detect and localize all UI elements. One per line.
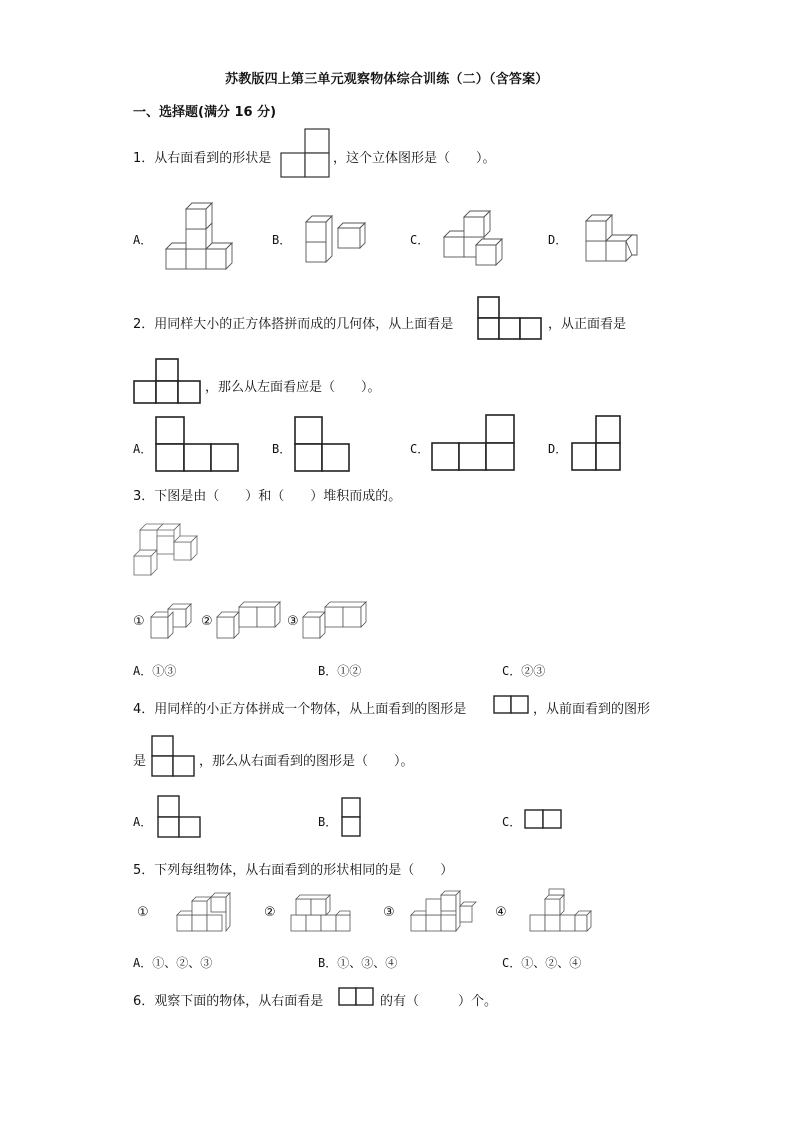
q5-choice-3-marker: ③ [383, 905, 395, 920]
section-title: 一、选择题(满分 16 分) [133, 105, 277, 120]
q5-option-b[interactable]: B．①、③、④ [318, 956, 398, 970]
q3-option-b[interactable]: B．①② [318, 664, 362, 678]
q3-choice-3-figure [302, 601, 368, 641]
q2-stem-post: ，从正面看是 [548, 317, 627, 332]
q2-stem-pre: 2．用同样大小的正方体搭拼而成的几何体，从上面看是 [133, 317, 454, 332]
q6-stem-post: 的有（ ）个。 [380, 994, 498, 1009]
q1-option-d-label[interactable]: D． [548, 233, 568, 247]
q3-choice-2-marker: ② [201, 614, 213, 629]
q4-stem-pre: 4．用同样的小正方体拼成一个物体，从上面看到的图形是 [133, 702, 467, 717]
q5-option-c[interactable]: C．①、②、④ [502, 956, 582, 970]
q4-option-b-label[interactable]: B． [318, 815, 338, 829]
q1-option-b-figure [305, 215, 367, 265]
q3-choice-3-marker: ③ [287, 614, 299, 629]
q3-choice-2-figure [216, 601, 282, 641]
q4-option-b-figure [341, 797, 363, 839]
document-title: 苏教版四上第三单元观察物体综合训练（二）（含答案） [225, 72, 549, 87]
q5-option-a[interactable]: A．①、②、③ [133, 956, 213, 970]
q4-option-c-label[interactable]: C． [502, 815, 522, 829]
q1-right-view-figure [281, 128, 331, 178]
q1-stem-post: ，这个立体图形是（ ）。 [333, 151, 496, 166]
q2-option-a-figure [155, 416, 241, 472]
q3-choice-1-figure [150, 603, 194, 641]
q2-option-c-figure [431, 414, 517, 472]
q4-stem-line2-pre: 是 [133, 754, 147, 769]
q2-front-view-figure [133, 358, 203, 404]
q1-option-d-figure [585, 217, 641, 265]
q2-option-d-label[interactable]: D． [548, 442, 568, 456]
q5-choice-1-marker: ① [137, 905, 149, 920]
q1-option-b-label[interactable]: B． [272, 233, 292, 247]
q2-option-d-figure [571, 415, 623, 471]
q3-stacked-figure [133, 516, 199, 578]
q5-choice-1-figure [176, 890, 234, 936]
q5-choice-4-figure [529, 888, 593, 938]
q2-option-b-label[interactable]: B． [272, 442, 292, 456]
q6-stem-pre: 6．观察下面的物体，从右面看是 [133, 994, 324, 1009]
q2-option-c-label[interactable]: C． [410, 442, 430, 456]
q3-option-c[interactable]: C．②③ [502, 664, 546, 678]
q3-option-a[interactable]: A．①③ [133, 664, 177, 678]
q2-option-b-figure [294, 416, 352, 472]
q4-option-a-label[interactable]: A． [133, 815, 153, 829]
q3-choice-1-marker: ① [133, 614, 145, 629]
q3-stem: 3．下图是由（ ）和（ ）堆积而成的。 [133, 489, 402, 504]
q5-choice-3-figure [410, 890, 476, 936]
q4-stem-post: ，从前面看到的图形 [533, 702, 651, 717]
q1-option-a-label[interactable]: A． [133, 233, 153, 247]
q1-option-c-figure [443, 212, 509, 268]
q2-top-view-figure [477, 296, 545, 340]
q1-stem-pre: 1．从右面看到的形状是 [133, 151, 272, 166]
q4-front-view-figure [151, 735, 197, 779]
q2-option-a-label[interactable]: A． [133, 442, 153, 456]
q2-stem-line2: ，那么从左面看应是（ ）。 [205, 380, 381, 395]
q6-right-view-figure [338, 987, 376, 1007]
q5-choice-2-marker: ② [264, 905, 276, 920]
q4-top-view-figure [493, 695, 531, 715]
q4-stem-line2-post: ，那么从右面看到的图形是（ ）。 [199, 754, 414, 769]
q5-choice-2-figure [290, 890, 354, 936]
q5-stem: 5．下列每组物体，从右面看到的形状相同的是（ ） [133, 863, 454, 878]
q5-choice-4-marker: ④ [495, 905, 507, 920]
q4-option-c-figure [524, 809, 564, 829]
q4-option-a-figure [157, 795, 203, 839]
q1-option-c-label[interactable]: C． [410, 233, 430, 247]
q1-option-a-figure [165, 205, 233, 271]
